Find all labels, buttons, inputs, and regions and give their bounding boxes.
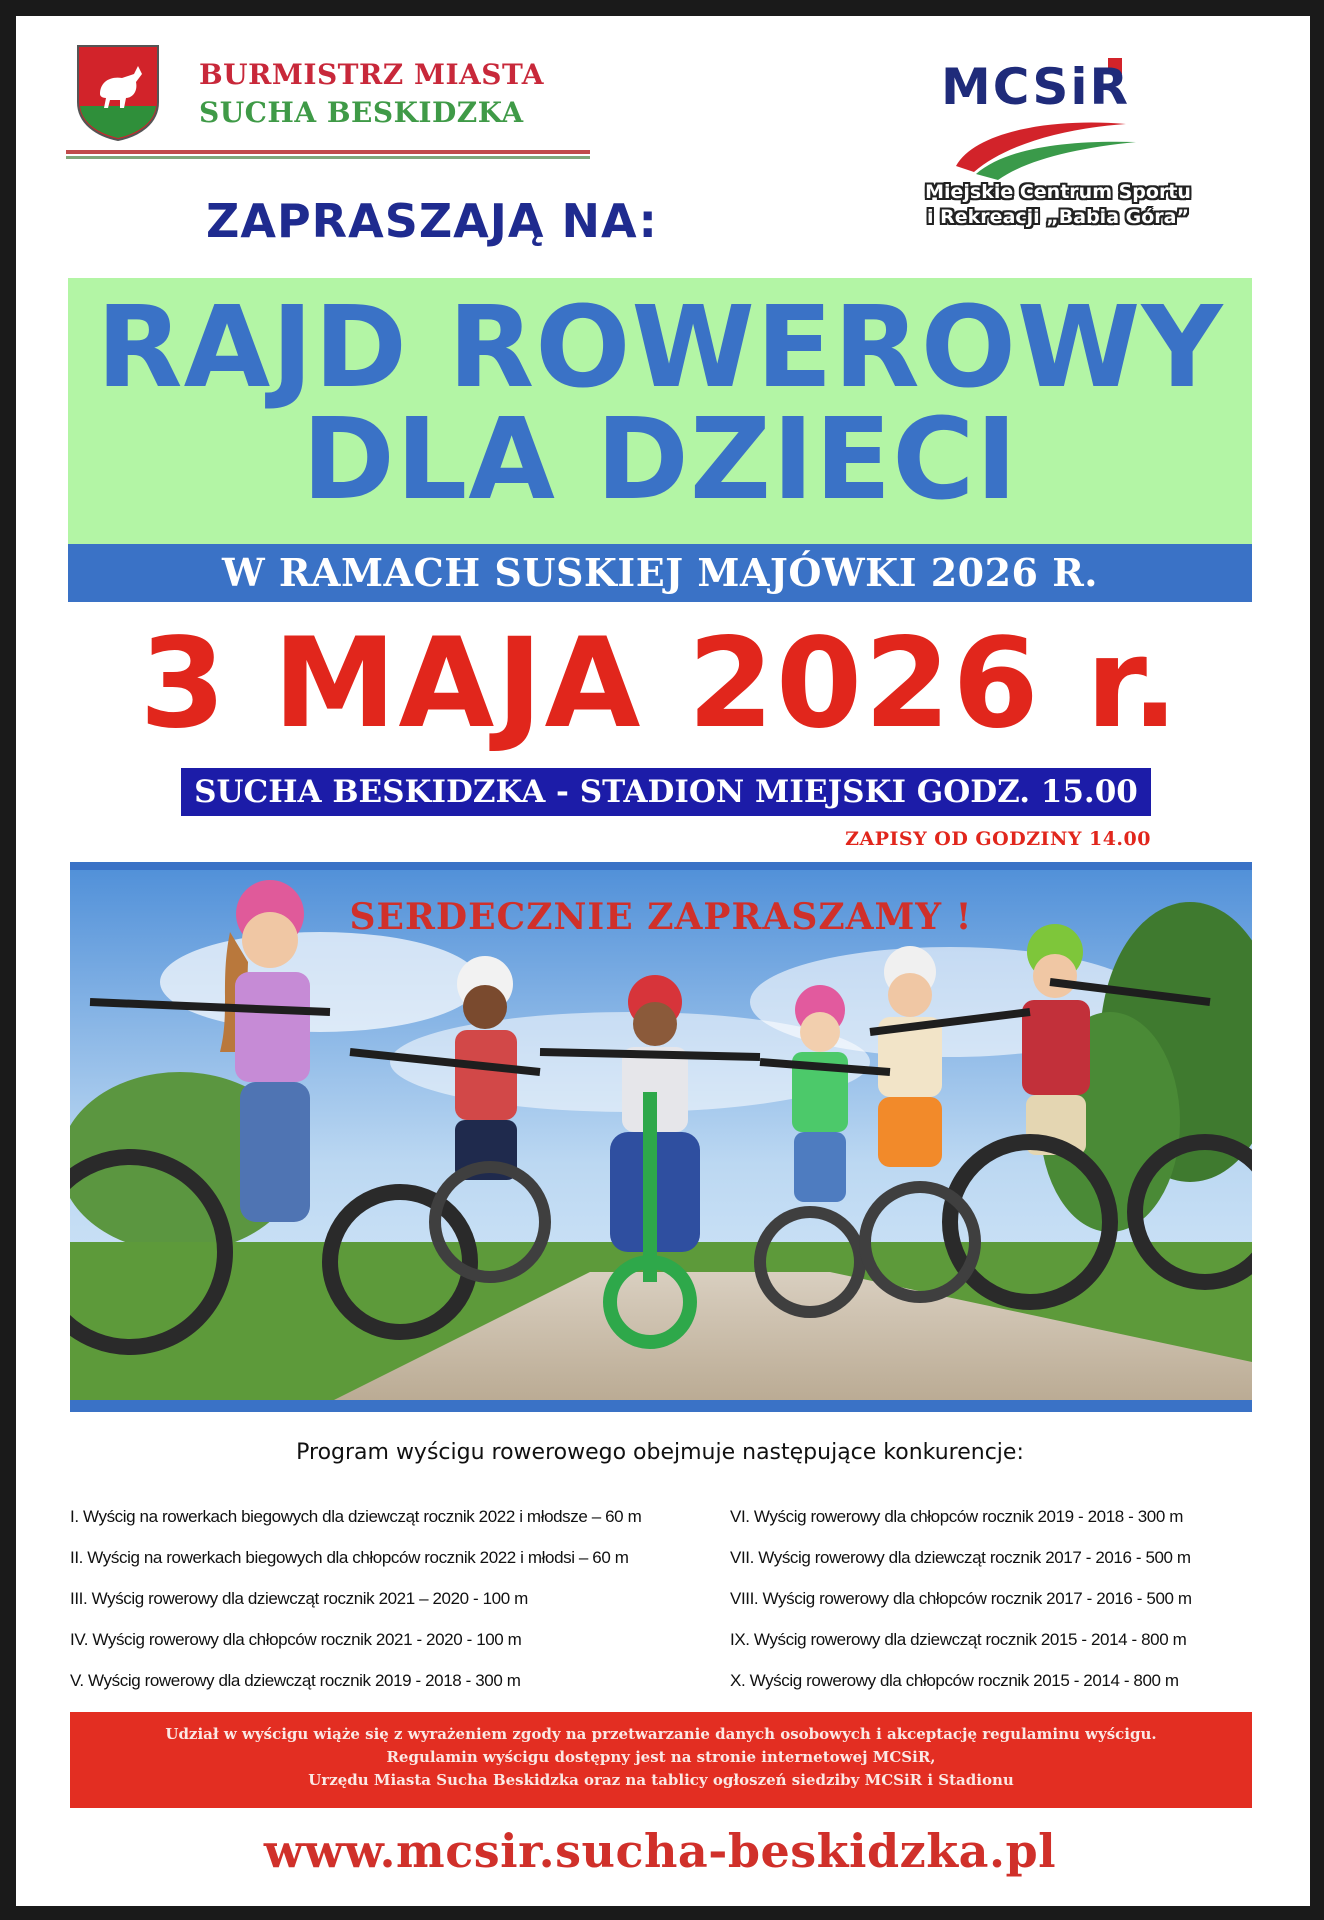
event-subtitle: W RAMACH SUSKIEJ MAJÓWKI 2026 R. bbox=[68, 544, 1252, 602]
event-title bbox=[68, 283, 1252, 525]
list-item: VII. Wyścig rowerowy dla dziewcząt rocznik 2017 - 2016 - 500 m bbox=[730, 1548, 1191, 1567]
kids-on-bikes-photo bbox=[70, 862, 1252, 1412]
organizer-text bbox=[199, 56, 544, 132]
races-list-right bbox=[730, 1496, 1290, 1701]
event-location: SUCHA BESKIDZKA - STADION MIEJSKI GODZ. 15.00 bbox=[181, 768, 1151, 816]
coat-of-arms-icon bbox=[76, 44, 160, 142]
races-list-left bbox=[70, 1496, 710, 1701]
consent-line2: Regulamin wyścigu dostępny jest na stronie internetowej MCSiR, bbox=[386, 1748, 936, 1766]
header-divider bbox=[66, 150, 590, 159]
website-link[interactable]: www.mcsir.sucha-beskidzka.pl bbox=[263, 1824, 1057, 1878]
mcsir-sub-line1: Miejskie Centrum Sportu bbox=[925, 181, 1191, 203]
mcsir-sub-line2: i Rekreacji „Babia Góra” bbox=[927, 206, 1189, 228]
list-item: X. Wyścig rowerowy dla chłopców rocznik 2015 - 2014 - 800 m bbox=[730, 1671, 1179, 1690]
list-item: VIII. Wyścig rowerowy dla chłopców rocznik 2017 - 2016 - 500 m bbox=[730, 1589, 1192, 1608]
list-item: II. Wyścig na rowerkach biegowych dla chłopców rocznik 2022 i młodsi – 60 m bbox=[70, 1548, 629, 1567]
list-item: III. Wyścig rowerowy dla dziewcząt rocznik 2021 – 2020 - 100 m bbox=[70, 1589, 528, 1608]
photo-caption: SERDECZNIE ZAPRASZAMY ! bbox=[349, 896, 973, 938]
list-item: I. Wyścig na rowerkach biegowych dla dziewcząt rocznik 2022 i młodsze – 60 m bbox=[70, 1507, 642, 1526]
consent-line3: Urzędu Miasta Sucha Beskidzka oraz na tablicy ogłoszeń siedziby MCSiR i Stadionu bbox=[308, 1771, 1014, 1789]
list-item: IV. Wyścig rowerowy dla chłopców rocznik 2021 - 2020 - 100 m bbox=[70, 1630, 522, 1649]
invite-heading: ZAPRASZAJĄ NA: bbox=[206, 194, 658, 248]
list-item: VI. Wyścig rowerowy dla chłopców rocznik 2019 - 2018 - 300 m bbox=[730, 1507, 1183, 1526]
registration-time: ZAPISY OD GODZINY 14.00 bbox=[845, 828, 1151, 850]
mcsir-subtitle bbox=[854, 180, 1262, 230]
poster bbox=[16, 16, 1310, 1906]
mcsir-name: MCSiR bbox=[941, 58, 1131, 116]
title-line2: DLA DZIECI bbox=[301, 395, 1019, 525]
consent-notice bbox=[70, 1712, 1252, 1808]
list-item: IX. Wyścig rowerowy dla dziewcząt rocznik 2015 - 2014 - 800 m bbox=[730, 1630, 1187, 1649]
program-intro: Program wyścigu rowerowego obejmuje następujące konkurencje: bbox=[296, 1440, 1024, 1465]
organizer-line1: BURMISTRZ MIASTA bbox=[199, 58, 545, 91]
event-date: 3 MAJA 2026 r. bbox=[139, 612, 1181, 756]
list-item: V. Wyścig rowerowy dla dziewcząt rocznik 2019 - 2018 - 300 m bbox=[70, 1671, 521, 1690]
organizer-line2: SUCHA BESKIDZKA bbox=[199, 96, 524, 129]
title-line1: RAJD ROWEROWY bbox=[96, 283, 1224, 413]
consent-line1: Udział w wyścigu wiąże się z wyrażeniem zgody na przetwarzanie danych osobowych i akceptację regulaminu wyścigu. bbox=[165, 1725, 1157, 1743]
